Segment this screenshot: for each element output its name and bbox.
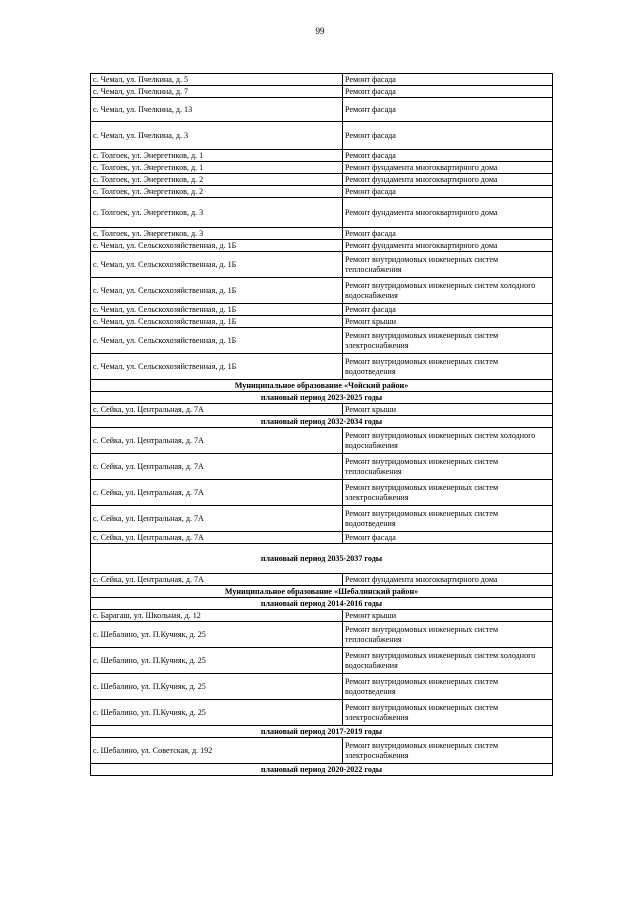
table-row [91, 186, 553, 198]
address-cell: с. Шебалино, ул. П.Кучияк, д. 25 [91, 674, 343, 700]
address-cell: с. Шебалино, ул. Советская, д. 192 [91, 738, 343, 764]
address-cell: с. Чемал, ул. Сельскохозяйственная, д. 1Б [91, 252, 343, 278]
address-cell: с. Чемал, ул. Пчелкина, д. 13 [91, 98, 343, 122]
table-row [91, 150, 553, 162]
section-header-cell: Муниципальное образование «Шебалинский район» [91, 586, 553, 598]
address-cell: с. Чемал, ул. Сельскохозяйственная, д. 1Б [91, 304, 343, 316]
work-type-cell: Ремонт крыши [343, 316, 553, 328]
address-cell: с. Толгоек, ул. Энергетиков, д. 2 [91, 186, 343, 198]
section-header-row [91, 544, 553, 574]
address-cell: с. Шебалино, ул. П.Кучияк, д. 25 [91, 700, 343, 726]
address-cell: с. Шебалино, ул. П.Кучияк, д. 25 [91, 622, 343, 648]
table-row [91, 700, 553, 726]
work-type-cell: Ремонт внутридомовых инженерных систем электроснабжения [343, 738, 553, 764]
work-type-cell: Ремонт фундамента многоквартирного дома [343, 162, 553, 174]
section-header-cell: плановый период 2023-2025 годы [91, 392, 553, 404]
work-type-cell: Ремонт фундамента многоквартирного дома [343, 198, 553, 228]
address-cell: с. Сейка, ул. Центральная, д. 7А [91, 506, 343, 532]
work-type-cell: Ремонт фундамента многоквартирного дома [343, 574, 553, 586]
address-cell: с. Чемал, ул. Сельскохозяйственная, д. 1Б [91, 328, 343, 354]
table-row [91, 328, 553, 354]
section-header-row [91, 416, 553, 428]
table-row [91, 428, 553, 454]
address-cell: с. Чемал, ул. Сельскохозяйственная, д. 1Б [91, 354, 343, 380]
table-row [91, 304, 553, 316]
work-type-cell: Ремонт внутридомовых инженерных систем теплоснабжения [343, 252, 553, 278]
section-header-row [91, 764, 553, 776]
table-row [91, 252, 553, 278]
table-row [91, 454, 553, 480]
page-number: 99 [315, 26, 325, 36]
work-type-cell: Ремонт фасада [343, 186, 553, 198]
address-cell: с. Чемал, ул. Сельскохозяйственная, д. 1Б [91, 316, 343, 328]
table-row [91, 86, 553, 98]
work-type-cell: Ремонт фасада [343, 86, 553, 98]
section-header-cell: плановый период 2020-2022 годы [91, 764, 553, 776]
work-type-cell: Ремонт фасада [343, 150, 553, 162]
table-row [91, 532, 553, 544]
table-row [91, 506, 553, 532]
work-type-cell: Ремонт фундамента многоквартирного дома [343, 174, 553, 186]
address-cell: с. Толгоек, ул. Энергетиков, д. 1 [91, 150, 343, 162]
section-header-row [91, 380, 553, 392]
address-cell: с. Сейка, ул. Центральная, д. 7А [91, 428, 343, 454]
address-cell: с. Чемал, ул. Сельскохозяйственная, д. 1Б [91, 278, 343, 304]
repair-schedule-table [90, 73, 553, 776]
work-type-cell: Ремонт внутридомовых инженерных систем теплоснабжения [343, 454, 553, 480]
table-row [91, 174, 553, 186]
table-row [91, 574, 553, 586]
address-cell: с. Толгоек, ул. Энергетиков, д. 1 [91, 162, 343, 174]
work-type-cell: Ремонт фасада [343, 122, 553, 150]
address-cell: с. Сейка, ул. Центральная, д. 7А [91, 532, 343, 544]
table-row [91, 674, 553, 700]
work-type-cell: Ремонт внутридомовых инженерных систем теплоснабжения [343, 622, 553, 648]
address-cell: с. Сейка, ул. Центральная, д. 7А [91, 574, 343, 586]
work-type-cell: Ремонт внутридомовых инженерных систем электроснабжения [343, 328, 553, 354]
address-cell: с. Сейка, ул. Центральная, д. 7А [91, 480, 343, 506]
section-header-row [91, 392, 553, 404]
address-cell: с. Толгоек, ул. Энергетиков, д. 3 [91, 198, 343, 228]
table-row [91, 354, 553, 380]
section-header-row [91, 726, 553, 738]
work-type-cell: Ремонт внутридомовых инженерных систем электроснабжения [343, 700, 553, 726]
address-cell: с. Чемал, ул. Сельскохозяйственная, д. 1Б [91, 240, 343, 252]
address-cell: с. Толгоек, ул. Энергетиков, д. 2 [91, 174, 343, 186]
table-row [91, 162, 553, 174]
address-cell: с. Чемал, ул. Пчелкина, д. 5 [91, 74, 343, 86]
table-row [91, 240, 553, 252]
work-type-cell: Ремонт крыши [343, 404, 553, 416]
address-cell: с. Барагаш, ул. Школьная, д. 12 [91, 610, 343, 622]
work-type-cell: Ремонт внутридомовых инженерных систем водоотведения [343, 674, 553, 700]
table-row [91, 74, 553, 86]
address-cell: с. Толгоек, ул. Энергетиков, д. 3 [91, 228, 343, 240]
work-type-cell: Ремонт внутридомовых инженерных систем электроснабжения [343, 480, 553, 506]
address-cell: с. Чемал, ул. Пчелкина, д. 7 [91, 86, 343, 98]
table-row [91, 316, 553, 328]
table-row [91, 404, 553, 416]
work-type-cell: Ремонт фасада [343, 74, 553, 86]
table-row [91, 198, 553, 228]
section-header-cell: плановый период 2014-2016 годы [91, 598, 553, 610]
work-type-cell: Ремонт фундамента многоквартирного дома [343, 240, 553, 252]
table-row [91, 122, 553, 150]
table-row [91, 610, 553, 622]
work-type-cell: Ремонт внутридомовых инженерных систем водоотведения [343, 506, 553, 532]
address-cell: с. Сейка, ул. Центральная, д. 7А [91, 454, 343, 480]
table-body [91, 74, 553, 776]
section-header-cell: плановый период 2017-2019 годы [91, 726, 553, 738]
work-type-cell: Ремонт фасада [343, 228, 553, 240]
table-row [91, 98, 553, 122]
address-cell: с. Шебалино, ул. П.Кучияк, д. 25 [91, 648, 343, 674]
work-type-cell: Ремонт крыши [343, 610, 553, 622]
table-row [91, 480, 553, 506]
table-row [91, 738, 553, 764]
section-header-cell: Муниципальное образование «Чойский район» [91, 380, 553, 392]
table-row [91, 622, 553, 648]
work-type-cell: Ремонт внутридомовых инженерных систем водоотведения [343, 354, 553, 380]
section-header-row [91, 586, 553, 598]
table-row [91, 278, 553, 304]
work-type-cell: Ремонт фасада [343, 98, 553, 122]
section-header-cell: плановый период 2032-2034 годы [91, 416, 553, 428]
table-row [91, 648, 553, 674]
section-header-cell: плановый период 2035-2037 годы [91, 544, 553, 574]
address-cell: с. Сейка, ул. Центральная, д. 7А [91, 404, 343, 416]
table-row [91, 228, 553, 240]
work-type-cell: Ремонт фасада [343, 304, 553, 316]
work-type-cell: Ремонт внутридомовых инженерных систем холодного водоснабжения [343, 428, 553, 454]
address-cell: с. Чемал, ул. Пчелкина, д. 3 [91, 122, 343, 150]
section-header-row [91, 598, 553, 610]
work-type-cell: Ремонт внутридомовых инженерных систем холодного водоснабжения [343, 648, 553, 674]
work-type-cell: Ремонт внутридомовых инженерных систем холодного водоснабжения [343, 278, 553, 304]
work-type-cell: Ремонт фасада [343, 532, 553, 544]
